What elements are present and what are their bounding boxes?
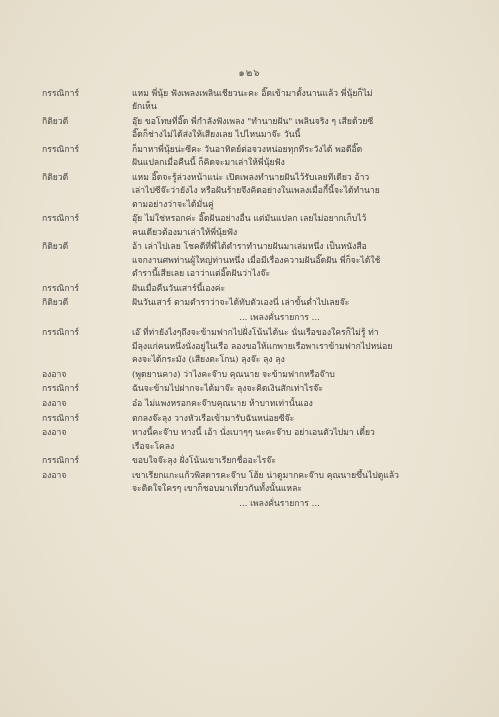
speaker-name: กรรณิการ์ [42,328,80,339]
dialogue-row [42,172,462,212]
dialogue-text: ฝันวันเสาร์ ตามตำราว่าจะได้ทับตัวเองนี่ เล่าขั้นต่ำไปเลยจ๊ะ [132,298,350,309]
page-number: ๑๒๖ [238,68,261,79]
speaker-name: กิติยวดี [42,242,69,253]
dialogue-row [42,470,462,497]
dialogue-text: อุ๊ย ไม่ใช่หรอกค่ะ อิ๊ดฝันอย่างอื่น แต่มันแปลก เลยไม่อยากเก็บไว้ คนเดียวต้องมาเล่าให้พี่นุ้ยฟัง [132,214,367,238]
dialogue-row [42,297,462,310]
dialogue-row [42,213,462,240]
dialogue-row [42,88,462,115]
speaker-name: กรรณิการ์ [42,456,80,467]
dialogue-row [42,369,462,382]
dialogue-text: ฉันจะข้ามไปฝากจะได้มาจ๊ะ ลุงจะคิดเงินสักเท่าไรจ๊ะ [132,384,323,395]
dialogue-text: แหม พี่นุ้ย ฟังเพลงเพลินเชียวนะคะ อิ๊ดเข้ามาตั้งนานแล้ว พี่นุ้ยก็ไม่ ยักเห็น [132,89,373,113]
dialogue-row [42,144,462,171]
speaker-name: องอาจ [42,399,67,409]
speaker-name: กิติยวดี [42,173,69,183]
dialogue-text: เอ๊ ที่ท่ายังไงๆถึงจะข้ามฟากไปฝั่งโน้นได้นะ นั่นเรือของใครก็ไม่รู้ ท่า มีลุงแก่คนหนึ่งนั่งอยู่ในเรือ ลองขอให้แกพายเรือพาเราข้ามฟากไปหน่อย คงจะได้กระมัง (เสียงตะโกน) ลุงจ๊ะ ลุง ลุง [132,328,393,366]
dialogue-row [42,327,462,367]
interlude-cue: ... เพลงคั่นรายการ ... [239,498,320,509]
speaker-name: องอาจ [42,369,67,380]
dialogue-text: ทางนี้คะจ๊าบ ทางนี้ เอ้า นั่งเบาๆๆ นะคะจ๊าบ อย่าเอนตัวไปมา เดี๋ยว เรือจะโคลง [132,428,375,452]
dialogue-text: แหม อิ๊ดจะรู้ล่วงหน้าแน่ะ เปิดเพลงทำนายฝันไว้รับเลยทีเดียว อ้าว เล่าไปซีจ๊ะว่ายังไง หรือฝันร้ายจึงคิดอย่างในเพลงเมื่อกี้นี้จะได้ทำนาย ตามอย่างว่าจะได้มั่นคู่ [132,173,380,210]
dialogue-text: ตกลงจ๊ะลุง วางหัวเรือเข้ามารับฉันหน่อยซีจ๊ะ [132,413,295,424]
speaker-name: กิติยวดี [42,298,69,309]
interlude-cue: ... เพลงคั่นรายการ ... [239,313,320,323]
dialogue-text: (พูดยานคาง) ว่าไงคะจ๊าบ คุณนาย จะข้ามฟากหรือจ๊าบ [132,369,335,380]
dialogue-row [42,455,462,468]
dialogue-row [42,241,462,281]
dialogue-row [42,398,462,411]
speaker-name: กรรณิการ์ [42,283,80,294]
dialogue-text: ฝันเมื่อคืนวันเสาร์นี้เองค่ะ [132,283,226,294]
dialogue-text: ขอบใจจ๊ะลุง ฝั่งโน้นเขาเรียกชื่ออะไรจ๊ะ [132,456,276,467]
speaker-name: องอาจ [42,470,67,481]
dialogue-text: ก็มาหาพี่นุ้ยน่ะซีคะ วันอาทิตย์ต่อจวงหน่อยทุกทีระวังได้ พอดีอิ๊ด ฝันแปลกเมื่อคืนนี้ ก็คิดจะมาเล่าให้พี่นุ้ยฟัง [132,145,363,169]
dialogue-text: อ๋อ ไม่แพงหรอกคะจ๊าบคุณนาย ห้าบาทเท่านั้นเอง [132,399,313,409]
dialogue-row [42,383,462,396]
dialogue-row [42,283,462,296]
dialogue-text: อุ๊ย ขอโทษที่อิ๊ด พี่กำลังฟังเพลง "ทำนายฝัน" เพลินจริง ๆ เสียด้วยซี อิ๊ดก็ช่างไม่ได้ส่งให้เสียงเลย ไปไหนมาจ๊ะ วันนี้ [132,117,374,141]
speaker-name: กรรณิการ์ [42,214,80,225]
dialogue-text: อ้า เล่าไปเลย โชคดีที่พี่ได้ตำราทำนายฝันมาเล่มหนึ่ง เป็นหนังสือ แจกงานศพท่านผู้ใหญ่ท่านหนึ่ง เมื่อมีเรื่องความฝันอิ๊ดฝัน พี่ก็จะได้ใช้ ตำรานี้เสียเลย เอาว่าแต่อิ๊ดฝันว่าไงจ๊ะ [132,242,381,280]
dialogue-text: เขาเรียกแกะแก้วพิสดารคะจ๊าบ โฮ้ย น่าดูมากคะจ๊าบ คุณนายขึ้นไปดูแล้ว จะติดใจใครๆ เขาก็ชอบมาเที่ยวกันทั้งนั้นแหละ [132,470,399,495]
script-body [42,88,462,513]
speaker-name: กรรณิการ์ [42,145,80,155]
dialogue-row [42,116,462,143]
speaker-name: องอาจ [42,428,67,439]
speaker-name: กรรณิการ์ [42,89,80,99]
speaker-name: กิติยวดี [42,117,69,127]
speaker-name: กรรณิการ์ [42,384,80,395]
dialogue-row [42,427,462,454]
speaker-name: กรรณิการ์ [42,413,80,424]
dialogue-row [42,413,462,426]
